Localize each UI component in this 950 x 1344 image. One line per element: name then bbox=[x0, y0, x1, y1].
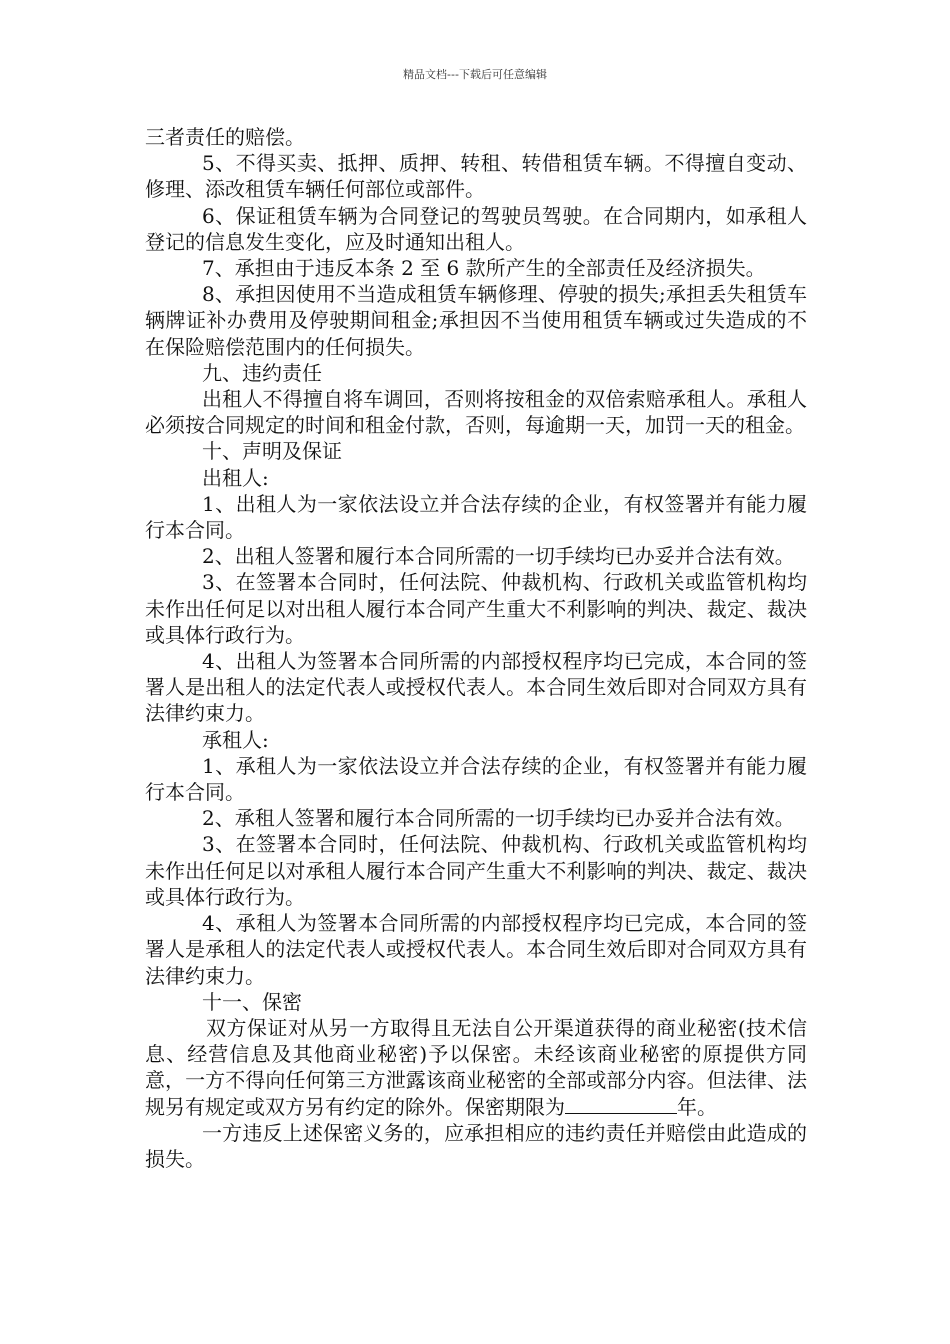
term-blank bbox=[565, 1095, 677, 1114]
paragraph: 2、出租人签署和履行本合同所需的一切手续均已办妥并合法有效。 bbox=[202, 544, 795, 569]
paragraph: 5、不得买卖、抵押、质押、转租、转借租赁车辆。不得擅自变动、修理、添改租赁车辆任何部位或部件。 bbox=[145, 151, 807, 202]
paragraph: 2、承租人签署和履行本合同所需的一切手续均已办妥并合法有效。 bbox=[202, 806, 795, 831]
paragraph: 三者责任的赔偿。 bbox=[145, 125, 305, 149]
paragraph: 1、承租人为一家依法设立并合法存续的企业，有权签署并有能力履行本合同。 bbox=[145, 753, 807, 805]
paragraph: 4、承租人为签署本合同所需的内部授权程序均已完成，本合同的签署人是承租人的法定代表人或授权代表人。本合同生效后即对合同双方具有法律约束力。 bbox=[145, 911, 807, 988]
page-header: 精品文档---下载后可任意编辑 bbox=[403, 68, 547, 81]
paragraph: 3、在签署本合同时，任何法院、仲裁机构、行政机关或监管机构均未作出任何足以对承租人履行本合同产生重大不利影响的判决、裁定、裁决或具体行政行为。 bbox=[145, 832, 807, 909]
party-label: 出租人: bbox=[202, 465, 269, 490]
document-body bbox=[145, 124, 807, 1172]
confidentiality-body: 双方保证对从另一方取得且无法自公开渠道获得的商业秘密(技术信息、经营信息及其他商业秘密)予以保密。未经该商业秘密的原提供方同意，一方不得向任何第三方泄露该商业秘密的全部或部分内容。但法律、法规另有规定或双方另有约定的除外。保密期限为 bbox=[145, 1015, 807, 1119]
paragraph: 3、在签署本合同时，任何法院、仲裁机构、行政机关或监管机构均未作出任何足以对出租人履行本合同产生重大不利影响的判决、裁定、裁决或具体行政行为。 bbox=[145, 570, 807, 647]
paragraph: 4、出租人为签署本合同所需的内部授权程序均已完成，本合同的签署人是出租人的法定代表人或授权代表人。本合同生效后即对合同双方具有法律约束力。 bbox=[145, 649, 807, 726]
paragraph: 6、保证租赁车辆为合同登记的驾驶员驾驶。在合同期内，如承租人登记的信息发生变化，应及时通知出租人。 bbox=[145, 203, 807, 254]
section-heading: 十一、保密 bbox=[202, 989, 302, 1014]
party-label: 承租人: bbox=[202, 727, 269, 752]
paragraph: 7、承担由于违反本条 2 至 6 款所产生的全部责任及经济损失。 bbox=[202, 256, 766, 281]
confidentiality-paragraph bbox=[145, 1015, 807, 1120]
paragraph: 出租人不得擅自将车调回，否则将按租金的双倍索赔承租人。承租人必须按合同规定的时间和租金付款，否则，每逾期一天，加罚一天的租金。 bbox=[145, 387, 807, 438]
paragraph: 8、承担因使用不当造成租赁车辆修理、停驶的损失;承担丢失租赁车辆牌证补办费用及停驶期间租金;承担因不当使用租赁车辆或过失造成的不在保险赔偿范围内的任何损失。 bbox=[145, 282, 807, 359]
paragraph: 一方违反上述保密义务的，应承担相应的违约责任并赔偿由此造成的损失。 bbox=[145, 1120, 807, 1171]
confidentiality-suffix: 年。 bbox=[677, 1094, 717, 1119]
section-heading: 十、声明及保证 bbox=[202, 439, 342, 464]
section-heading: 九、违约责任 bbox=[202, 360, 322, 385]
paragraph: 1、出租人为一家依法设立并合法存续的企业，有权签署并有能力履行本合同。 bbox=[145, 491, 807, 543]
